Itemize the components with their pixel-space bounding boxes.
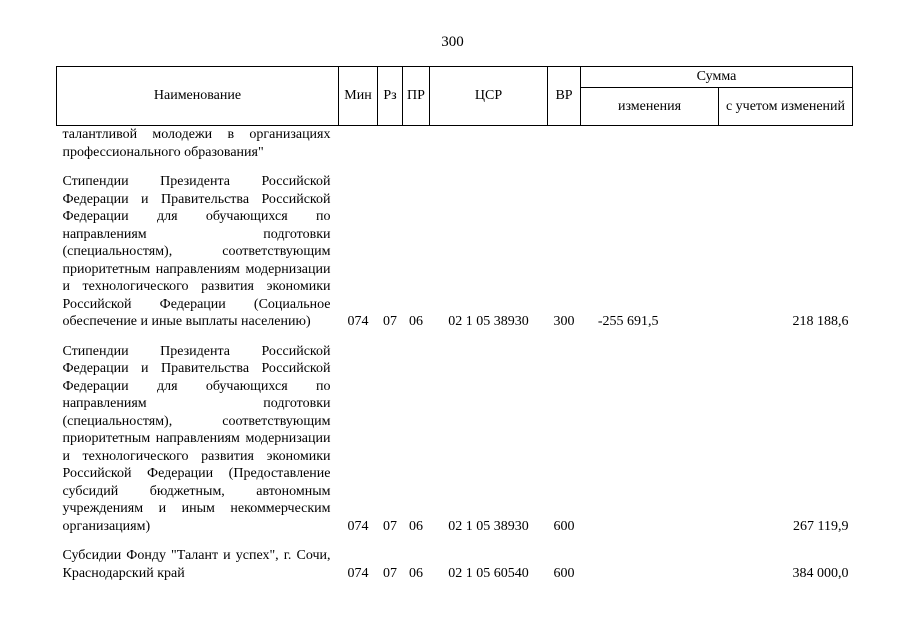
row-csr: 02 1 05 38930 xyxy=(448,314,529,329)
header-vr: ВР xyxy=(548,67,581,126)
row-pr: 06 xyxy=(409,565,423,581)
row-total: 384 000,0 xyxy=(792,565,849,581)
row-rz: 07 xyxy=(383,314,397,329)
row-total: 267 119,9 xyxy=(793,518,849,534)
header-rz: Рз xyxy=(378,67,403,126)
row-name: Субсидии Фонду "Талант и успех", г. Сочи, Краснодарский край xyxy=(62,548,331,581)
row-min xyxy=(339,126,378,162)
row-csr: 02 1 05 38930 xyxy=(448,518,529,534)
row-vr: 300 xyxy=(553,314,575,329)
header-name: Наименование xyxy=(57,67,339,126)
row-pr: 06 xyxy=(409,314,423,329)
table-row xyxy=(57,173,853,331)
header-csr: ЦСР xyxy=(430,67,548,126)
row-min: 074 xyxy=(347,518,369,534)
row-name: Стипендии Президента Российской Федерации и Правительства Российской Федерации для обучающихся по направлениям подготовки (специальностям), соответствующим приоритетным направлениям модернизации и технологического развития экономики Российской Федерации (Социальное обеспечение и иные выплаты населению) xyxy=(62,174,331,329)
header-min: Мин xyxy=(339,67,378,126)
header-pr: ПР xyxy=(403,67,430,126)
row-changes xyxy=(581,126,719,162)
header-with-changes: с учетом изменений xyxy=(719,88,853,126)
row-total: 218 188,6 xyxy=(792,314,849,329)
budget-table xyxy=(56,66,853,582)
row-csr: 02 1 05 60540 xyxy=(448,565,529,581)
header-sum: Сумма xyxy=(581,67,853,88)
page-number: 300 xyxy=(441,34,464,50)
row-vr xyxy=(548,126,581,162)
row-changes: -255 691,5 xyxy=(597,314,659,329)
row-csr xyxy=(430,126,548,162)
table-row xyxy=(57,547,853,582)
row-vr: 600 xyxy=(553,565,575,581)
row-rz xyxy=(378,126,403,162)
row-pr xyxy=(403,126,430,162)
row-min: 074 xyxy=(347,314,369,329)
row-rz: 07 xyxy=(383,518,397,534)
table-row xyxy=(57,126,853,162)
row-total xyxy=(719,126,853,162)
header-changes: изменения xyxy=(581,88,719,126)
row-rz: 07 xyxy=(383,565,397,581)
row-changes xyxy=(581,343,719,536)
row-changes xyxy=(581,547,719,582)
row-name: Стипендии Президента Российской Федерации и Правительства Российской Федерации для обучающихся по направлениям подготовки (специальностям), соответствующим приоритетным направлениям модернизации и технологического развития экономики Российской Федерации (Предоставление субсидий бюджетным, автономным учреждениям и иным некоммерческим организациям) xyxy=(62,343,331,534)
row-name: талантливой молодежи в организациях профессионального образования" xyxy=(62,127,331,160)
row-min: 074 xyxy=(347,565,369,581)
row-pr: 06 xyxy=(409,518,423,534)
row-vr: 600 xyxy=(553,518,575,534)
table-row xyxy=(57,343,853,536)
